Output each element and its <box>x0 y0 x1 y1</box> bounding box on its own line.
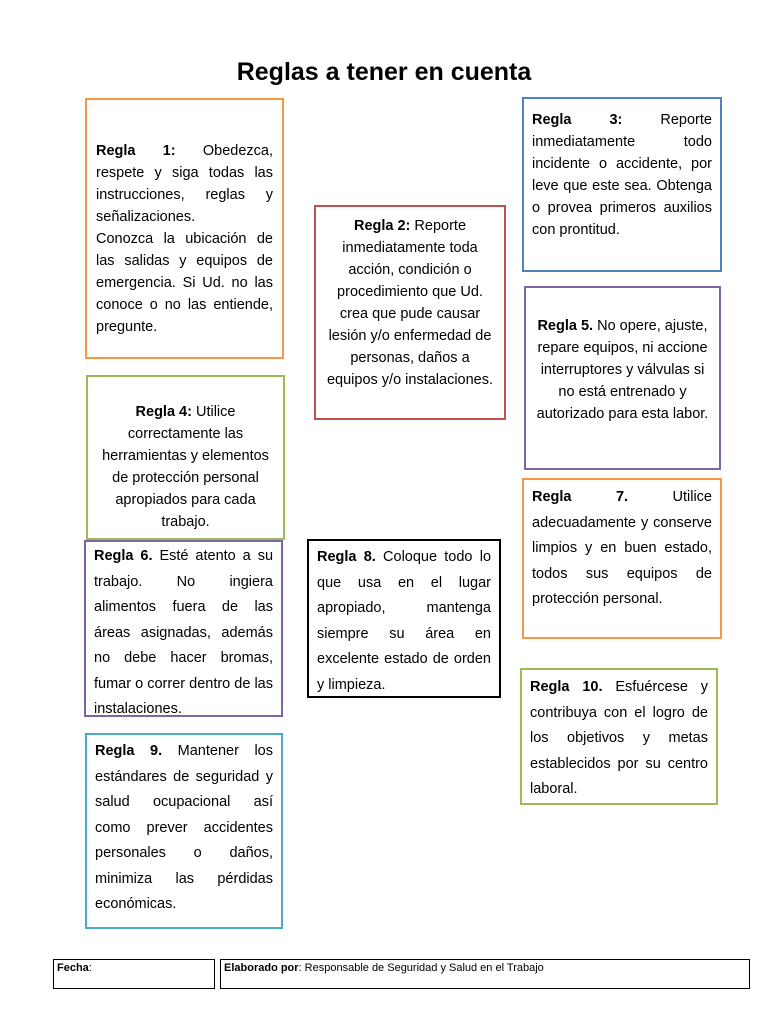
rule-9-text: Mantener los estándares de seguridad y salud ocupacional así como prever accidentes personales o daños, minimiza las pérdidas económicas. <box>95 743 273 912</box>
elaborado-cell <box>220 959 750 989</box>
rule-3-box <box>522 97 722 272</box>
rule-1-label: Regla 1: <box>96 143 176 159</box>
rule-1-box <box>85 98 284 359</box>
rule-10-box <box>520 668 718 805</box>
rule-5-box <box>524 286 721 470</box>
fecha-label: Fecha <box>57 962 89 974</box>
rule-9-box <box>85 733 283 929</box>
rule-2-text: Reporte inmediatamente toda acción, condición o procedimiento que Ud. crea que pude causar lesión y/o enfermedad de personas, daños a equipos y/o instalaciones. <box>326 218 494 388</box>
rule-10-text: Esfuércese y contribuya con el logro de los objetivos y metas establecidos por su centro laboral. <box>530 679 708 797</box>
rule-6-text: Esté atento a su trabajo. No ingiera alimentos fuera de las áreas asignadas, además no debe hacer bromas, fumar o correr dentro de las instalaciones. <box>94 548 274 717</box>
fecha-separator: : <box>88 962 92 974</box>
rule-2-box <box>314 205 506 420</box>
rule-9-label: Regla 9. <box>95 743 163 759</box>
rule-8-label: Regla 8. <box>317 549 376 565</box>
rule-8-text: Coloque todo lo que usa en el lugar apropiado, mantenga siempre su área en excelente estado de orden y limpieza. <box>317 549 492 693</box>
rule-4-box <box>86 375 285 540</box>
rule-1-text-2: Conozca la ubicación de las salidas y equipos de emergencia. Si Ud. no las conoce o no las entiende, pregunte. <box>96 231 273 335</box>
elaborado-value: : Responsable de Seguridad y Salud en el Trabajo <box>298 962 544 974</box>
rule-7-text: Utilice adecuadamente y conserve limpios y en buen estado, todos sus equipos de protección personal. <box>532 489 712 607</box>
rule-6-box <box>84 540 283 717</box>
rule-7-box <box>522 478 722 639</box>
rule-8-box <box>307 539 501 698</box>
rule-3-text: Reporte inmediatamente todo incidente o accidente, por leve que este sea. Obtenga o provea primeros auxilios con prontitud. <box>532 112 712 238</box>
rule-2-label: Regla 2: <box>353 218 411 234</box>
rule-10-label: Regla 10. <box>530 679 603 695</box>
rule-1-text: Obedezca, respete y siga todas las instrucciones, reglas y señalizaciones. <box>96 143 273 225</box>
rule-5-text: No opere, ajuste, repare equipos, ni accione interruptores y válvulas si no está entrenado y autorizado para esta labor. <box>536 318 709 422</box>
fecha-cell <box>53 959 215 989</box>
rule-6-label: Regla 6. <box>94 548 153 564</box>
rule-5-label: Regla 5. <box>537 318 594 334</box>
rule-3-label: Regla 3: <box>532 112 623 128</box>
rule-7-label: Regla 7. <box>532 489 629 505</box>
elaborado-label: Elaborado por <box>224 962 299 974</box>
rule-4-label: Regla 4: <box>135 404 192 420</box>
page-title: Reglas a tener en cuenta <box>236 58 532 86</box>
rule-4-text: Utilice correctamente las herramientas y elementos de protección personal apropiados para cada trabajo. <box>102 404 269 530</box>
